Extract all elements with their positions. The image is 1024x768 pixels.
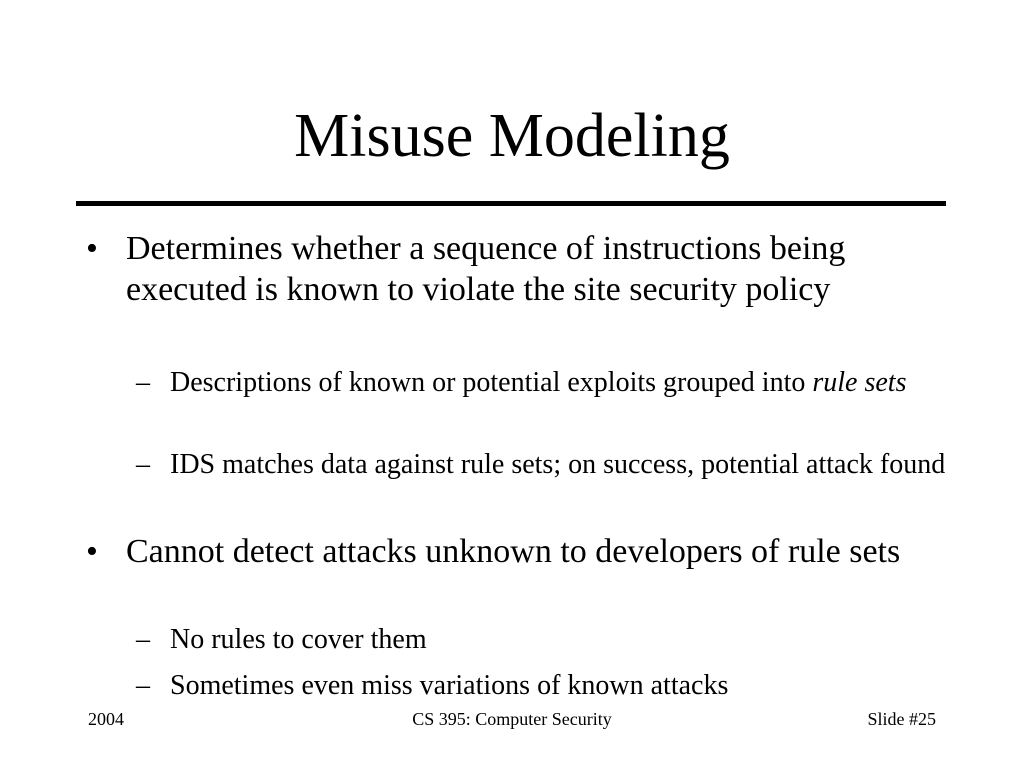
footer-course: CS 395: Computer Security [412,709,612,729]
sub-bullet-text: No rules to cover them [170,624,427,655]
sub-bullet-marker: – [136,624,150,655]
footer-year: 2004 [88,709,124,729]
sub-bullet-marker: – [136,670,150,701]
bullet-marker: • [86,230,98,267]
sub-bullet-text-plain: Descriptions of known or potential exploits grouped into [170,367,813,398]
footer-slide-number: Slide #25 [867,709,936,729]
bullet-marker: • [86,533,98,570]
sub-bullet-marker: – [136,449,150,480]
bullet-text: Cannot detect attacks unknown to developers of rule sets [126,533,901,570]
sub-bullet-text [170,365,950,401]
sub-bullet-text: Sometimes even miss variations of known attacks [170,670,729,701]
sub-bullet-text: IDS matches data against rule sets; on success, potential attack found [170,449,946,480]
slide-title: Misuse Modeling [294,102,730,170]
sub-bullet-marker: – [136,367,150,398]
bullet-text: Determines whether a sequence of instructions being executed is known to violate the site security policy [126,230,846,308]
sub-bullet-text-emphasis: rule sets [812,367,907,398]
title-divider [76,201,946,206]
